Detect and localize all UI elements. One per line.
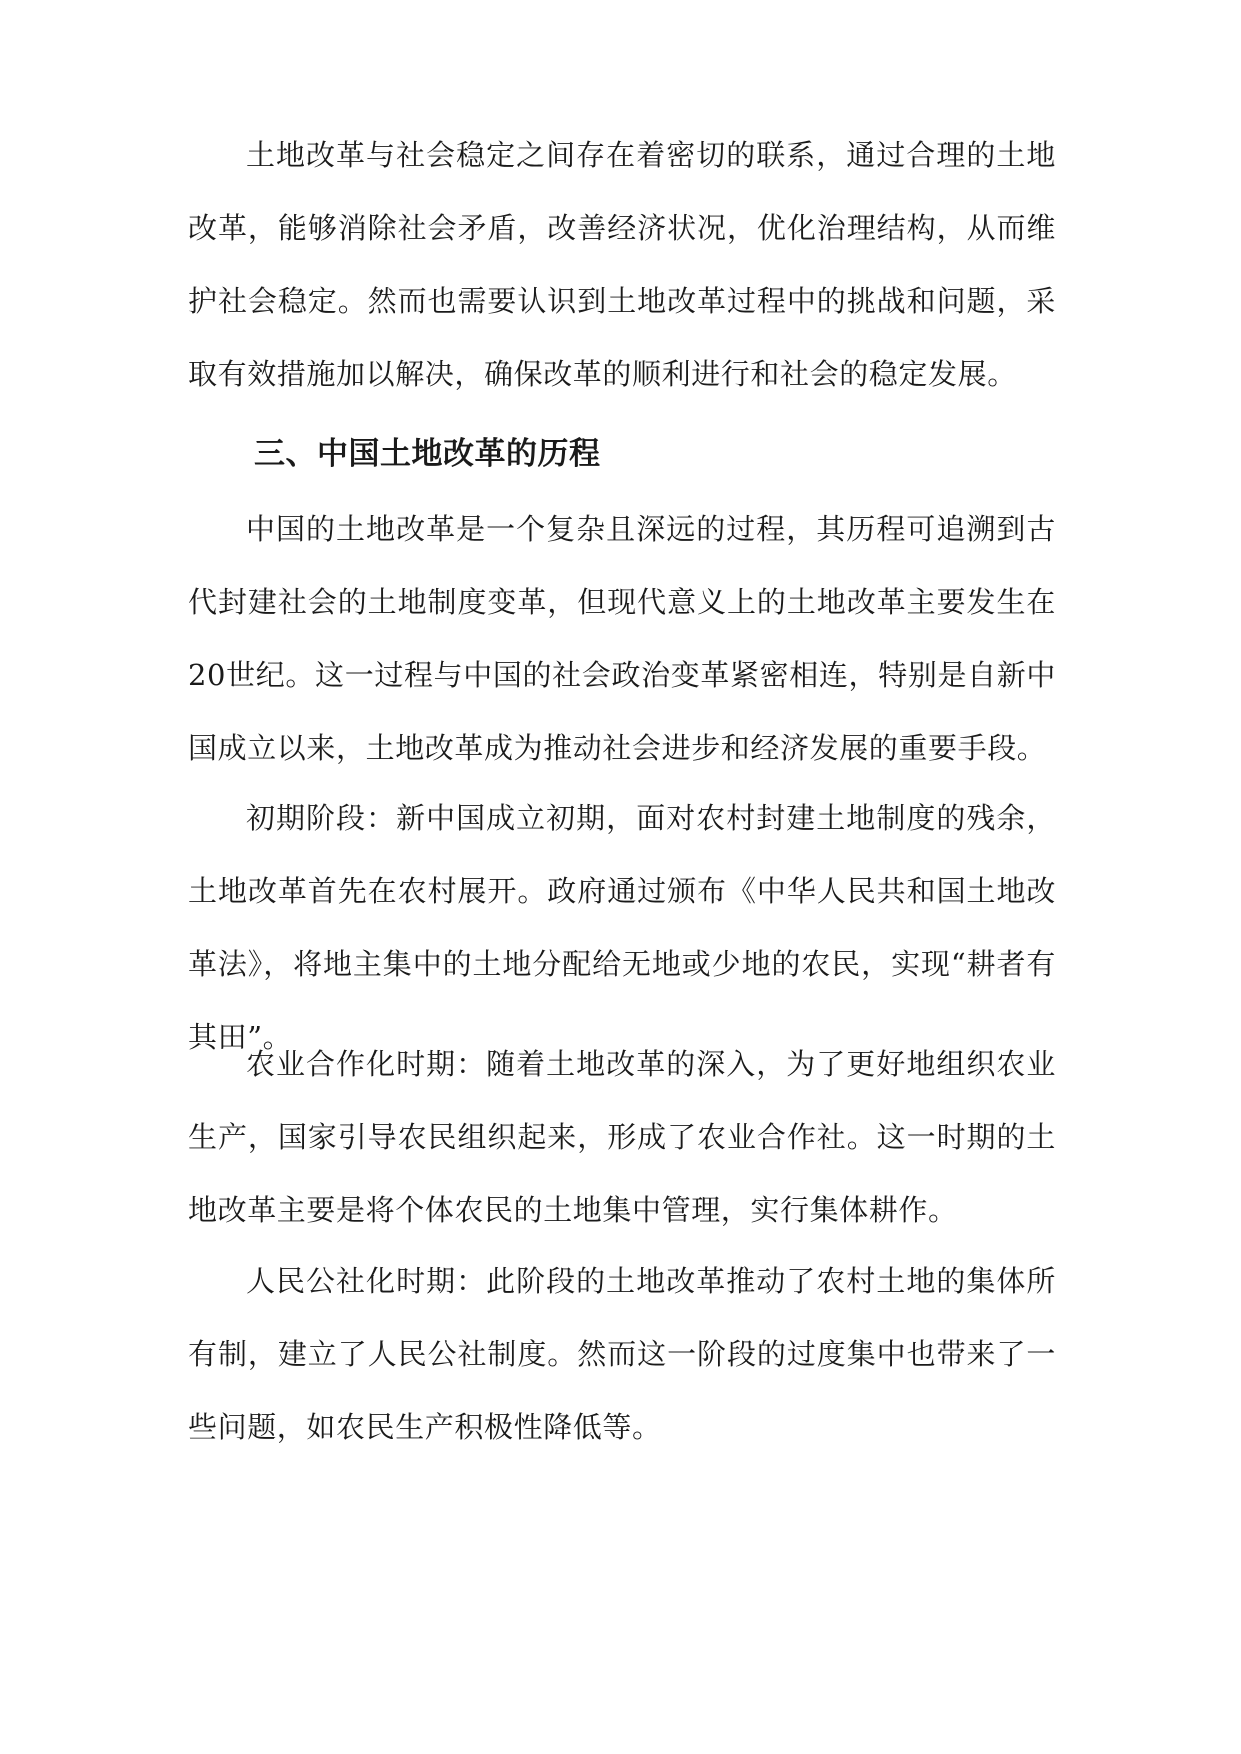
intro-paragraph: 土地改革与社会稳定之间存在着密切的联系，通过合理的土地改革，能够消除社会矛盾，改善经济状况，优化治理结构，从而维护社会稳定。然而也需要认识到土地改革过程中的挑战和问题，采取有效措施加以解决，确保改革的顺利进行和社会的稳定发展。	[188, 138, 1056, 391]
section-heading: 三、中国土地改革的历程	[254, 436, 601, 472]
section-paragraph: 中国的土地改革是一个复杂且深远的过程，其历程可追溯到古代封建社会的土地制度变革，但现代意义上的土地改革主要发生在20世纪。这一过程与中国的社会政治变革紧密相连，特别是自新中国成立以来，土地改革成为推动社会进步和经济发展的重要手段。	[188, 512, 1056, 765]
section-paragraph: 初期阶段：新中国成立初期，面对农村封建土地制度的残余，土地改革首先在农村展开。政府通过颁布《中华人民共和国土地改革法》，将地主集中的土地分配给无地或少地的农民，实现“耕者有其田”。	[188, 801, 1056, 1054]
section-paragraph: 农业合作化时期：随着土地改革的深入，为了更好地组织农业生产，国家引导农民组织起来，形成了农业合作社。这一时期的土地改革主要是将个体农民的土地集中管理，实行集体耕作。	[188, 1047, 1056, 1227]
section-paragraph: 人民公社化时期：此阶段的土地改革推动了农村土地的集体所有制，建立了人民公社制度。然而这一阶段的过度集中也带来了一些问题，如农民生产积极性降低等。	[188, 1264, 1056, 1444]
